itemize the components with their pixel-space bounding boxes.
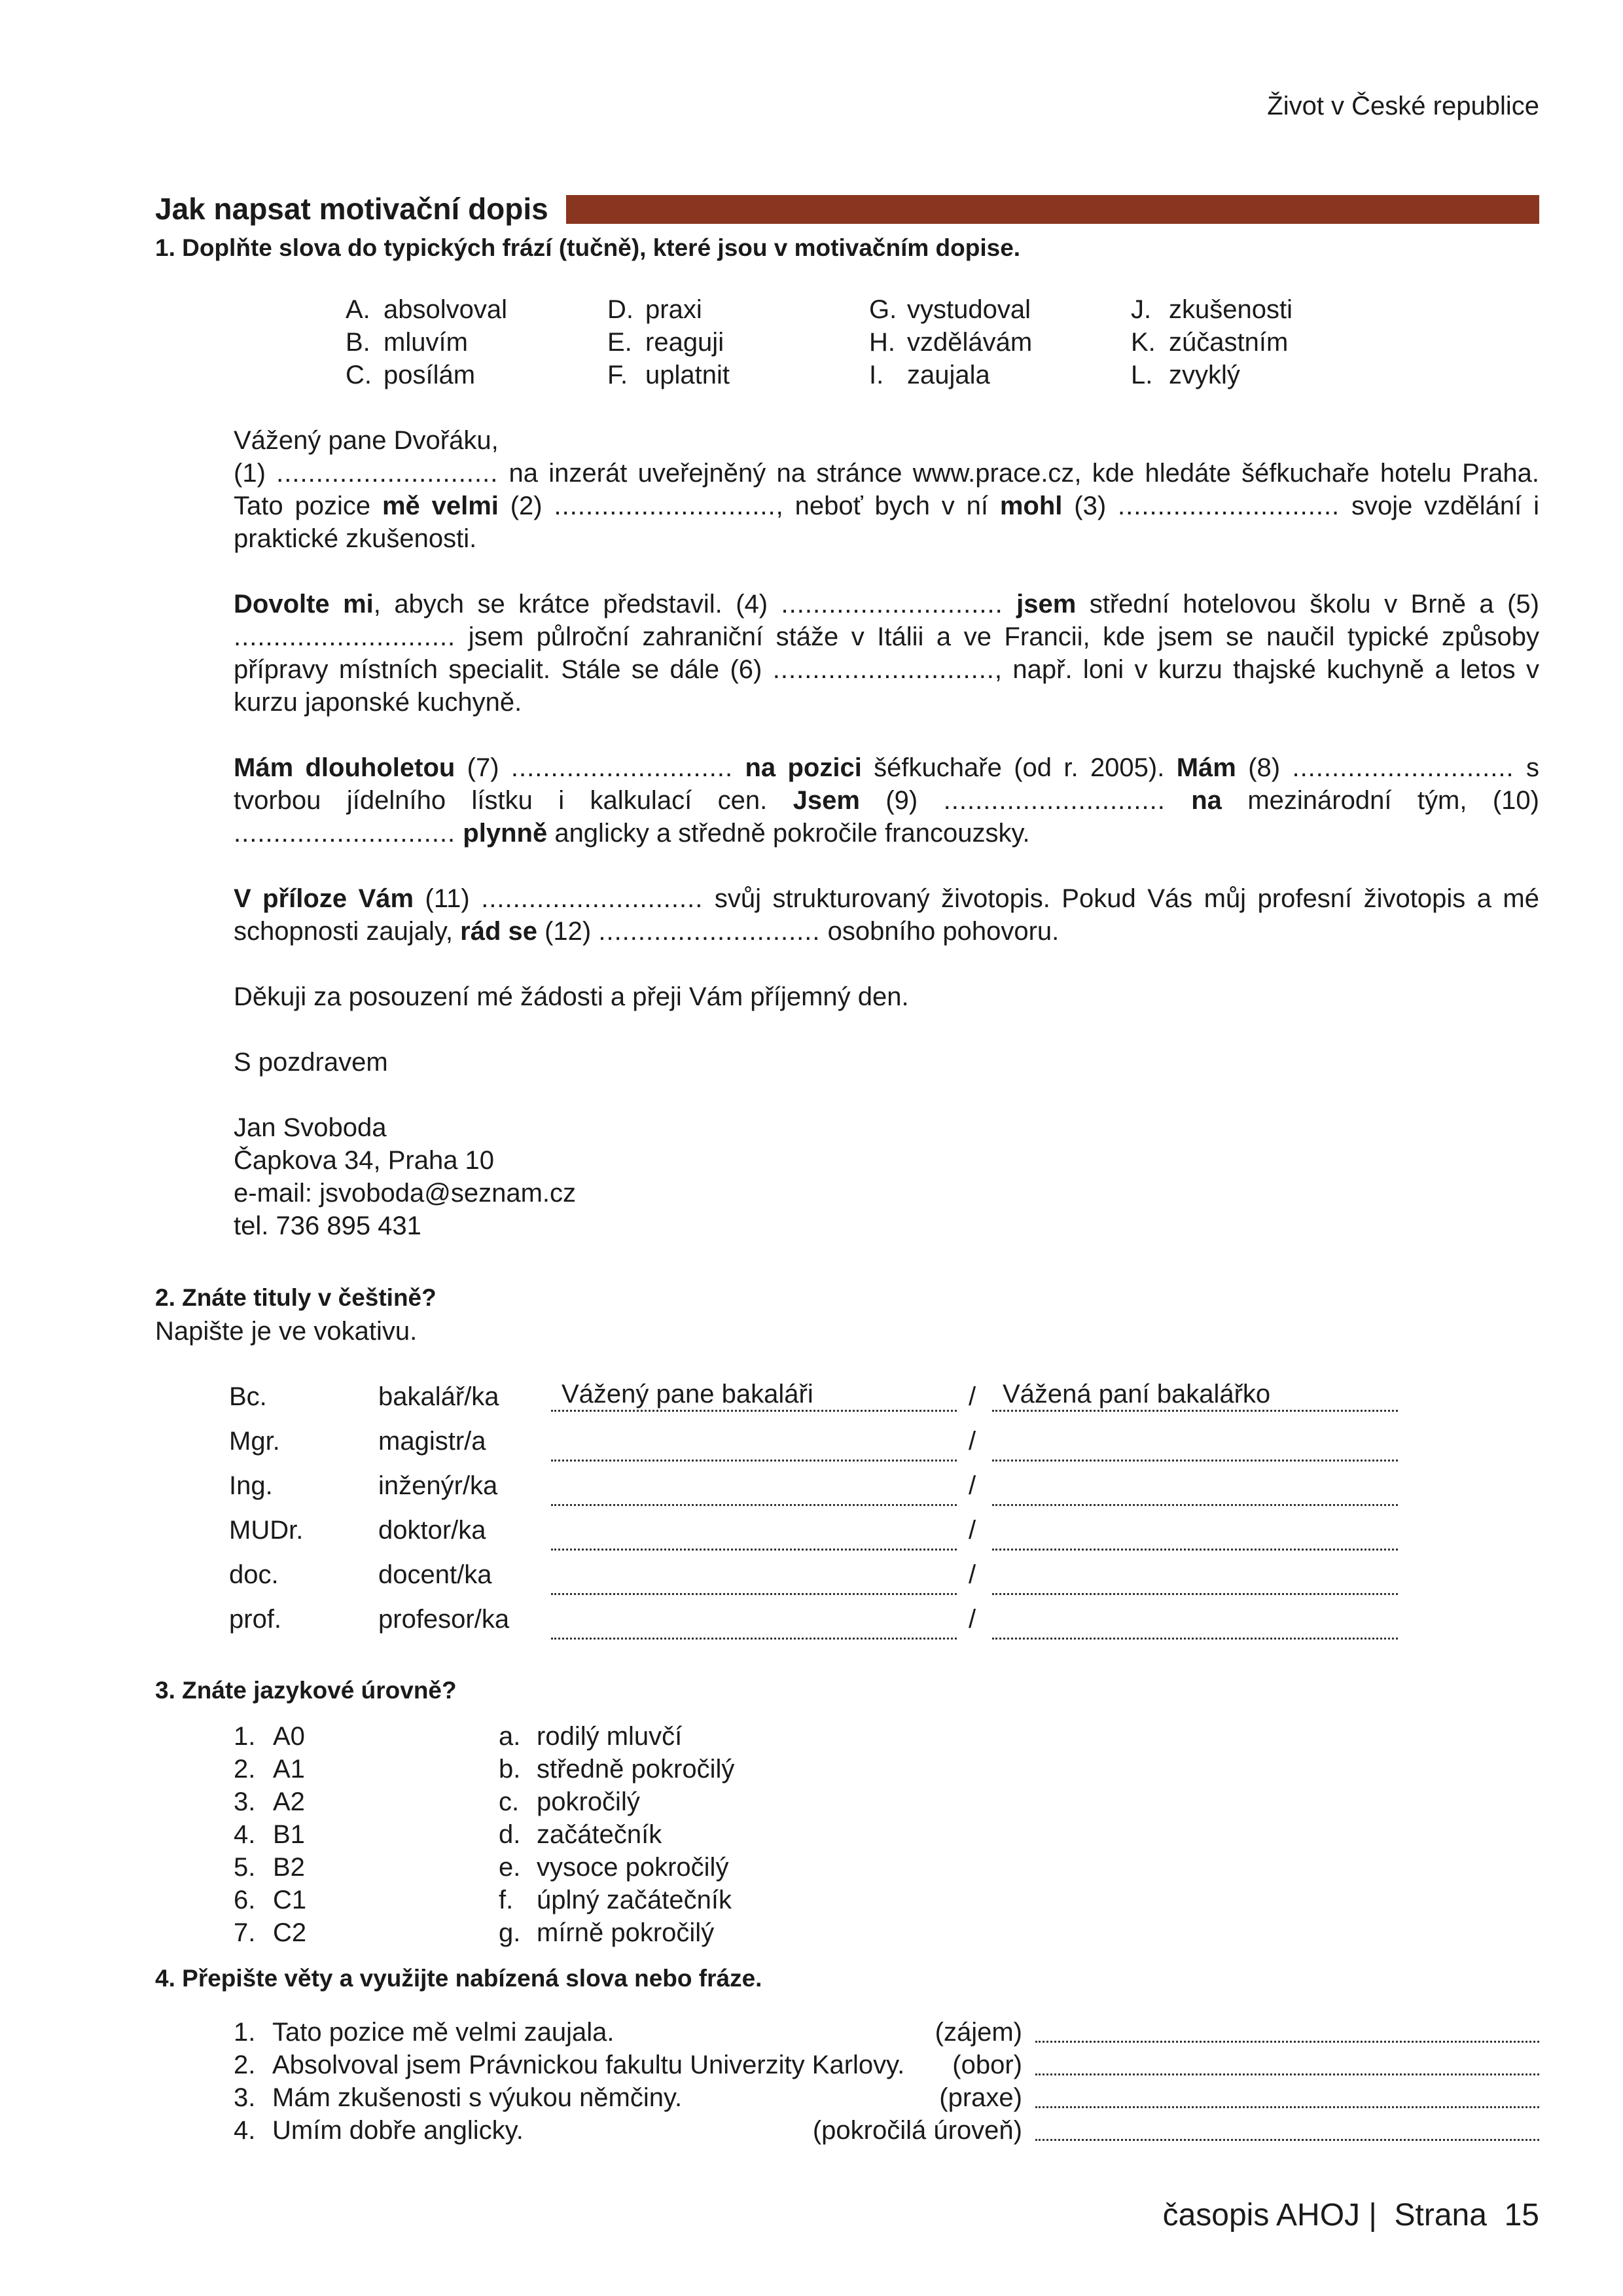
title-name: magistr/a xyxy=(378,1427,486,1456)
table-row xyxy=(0,1605,1623,1649)
list-item: d. začátečník xyxy=(499,1820,662,1849)
levels-list xyxy=(234,1720,306,1949)
option-item: A. absolvoval xyxy=(346,295,508,324)
option-item: C. posílám xyxy=(346,361,476,389)
answer-female-field[interactable] xyxy=(992,1429,1398,1462)
signature-line: tel. 736 895 431 xyxy=(234,1211,421,1240)
list-item: 7. C2 xyxy=(234,1918,307,1947)
task4-heading: 4. Přepište věty a využijte nabízená slova nebo fráze. xyxy=(155,1965,762,1992)
title-name: docent/ka xyxy=(378,1560,492,1589)
signature-line: Jan Svoboda xyxy=(234,1113,387,1142)
letter-closing: S pozdravem xyxy=(234,1048,388,1077)
list-item: 5. B2 xyxy=(234,1853,305,1882)
separator: / xyxy=(969,1427,976,1456)
letter-signature xyxy=(234,1111,1539,1242)
answer-female-field[interactable] xyxy=(992,1518,1398,1551)
list-item: 4. B1 xyxy=(234,1820,305,1849)
list-item: 3. A2 xyxy=(234,1787,305,1816)
answer-female-field[interactable] xyxy=(992,1563,1398,1595)
option-item: I. zaujala xyxy=(869,361,990,389)
option-item: D. praxi xyxy=(607,295,702,324)
table-row xyxy=(0,1382,1623,1427)
title-name: doktor/ka xyxy=(378,1516,486,1545)
task1-heading: 1. Doplňte slova do typických frází (tučně), které jsou v motivačním dopise. xyxy=(155,234,1021,261)
list-item: g. mírně pokročilý xyxy=(499,1918,715,1947)
options-column xyxy=(869,293,1032,391)
answer-female-field[interactable] xyxy=(992,1607,1398,1640)
title-abbr: MUDr. xyxy=(229,1516,304,1545)
answer-female-field[interactable]: Vážená paní bakalářko xyxy=(992,1380,1398,1412)
rewrite-answer-field[interactable] xyxy=(1035,2016,1539,2043)
title-name: bakalář/ka xyxy=(378,1382,499,1411)
list-item: e. vysoce pokročilý xyxy=(499,1853,729,1882)
signature-line: e-mail: jsvoboda@seznam.cz xyxy=(234,1179,577,1208)
list-item: 6. C1 xyxy=(234,1886,307,1914)
separator: / xyxy=(969,1471,976,1500)
signature-line: Čapkova 34, Praha 10 xyxy=(234,1146,495,1175)
list-item: 1. Tato pozice mě velmi zaujala. (zájem) xyxy=(0,2016,1623,2049)
answer-male-field[interactable] xyxy=(551,1607,957,1640)
list-item: 3. Mám zkušenosti s výukou němčiny. (praxe) xyxy=(0,2081,1623,2114)
option-item: G. vystudoval xyxy=(869,295,1031,324)
option-item: J. zkušenosti xyxy=(1131,295,1293,324)
letter-thanks: Děkuji za posouzení mé žádosti a přeji Vám příjemný den. xyxy=(234,982,909,1011)
table-row xyxy=(0,1560,1623,1605)
options-column xyxy=(1131,293,1293,391)
answer-male-field[interactable] xyxy=(551,1563,957,1595)
letter-paragraph-4: V příloze Vám (11) ............................ svůj strukturovaný životopis. Pokud Vás můj profesní životopis a mé schopnosti zaujaly, rád se (12) ............................ osobního pohovoru. xyxy=(234,884,1539,946)
answer-male-field[interactable] xyxy=(551,1518,957,1551)
page-title: Jak napsat motivační dopis xyxy=(155,192,548,226)
motivation-letter xyxy=(234,424,1539,1242)
option-item: H. vzdělávám xyxy=(869,328,1033,357)
rewrite-answer-field[interactable] xyxy=(1035,2081,1539,2108)
answer-male-field[interactable] xyxy=(551,1429,957,1462)
table-row xyxy=(0,1471,1623,1516)
answer-male-field[interactable] xyxy=(551,1474,957,1506)
title-name: inženýr/ka xyxy=(378,1471,498,1500)
separator: / xyxy=(969,1605,976,1634)
separator: / xyxy=(969,1560,976,1589)
running-header: Život v České republice xyxy=(1267,92,1539,120)
option-item: B. mluvím xyxy=(346,328,468,357)
table-row xyxy=(0,1427,1623,1471)
list-item: b. středně pokročilý xyxy=(499,1755,735,1784)
title-name: profesor/ka xyxy=(378,1605,510,1634)
page-footer: časopis AHOJ | Strana 15 xyxy=(1162,2198,1539,2233)
options-column xyxy=(346,293,507,391)
task2-instruction: Napište je ve vokativu. xyxy=(155,1317,418,1346)
title-abbr: prof. xyxy=(229,1605,282,1634)
separator: / xyxy=(969,1382,976,1411)
task2-heading: 2. Znáte tituly v češtině? xyxy=(155,1284,437,1311)
list-item: 4. Umím dobře anglicky. (pokročilá úroveň) xyxy=(0,2114,1623,2147)
list-item: f. úplný začátečník xyxy=(499,1886,732,1914)
title-bar xyxy=(566,195,1539,224)
table-row xyxy=(0,1516,1623,1560)
title-abbr: Ing. xyxy=(229,1471,273,1500)
letter-paragraph-3: Mám dlouholetou (7) ............................ na pozici šéfkuchaře (od r. 2005). Mám (8) ............................ s tvorbou jídelního lístku i kalkulací cen. Jsem (9) ............................ na mezinárodní tým, (10) ............................ plynně anglicky a středně pokročile francouzsky. xyxy=(234,753,1539,848)
rewrite-answer-field[interactable] xyxy=(1035,2114,1539,2141)
separator: / xyxy=(969,1516,976,1545)
option-item: L. zvyklý xyxy=(1131,361,1240,389)
descriptions-list xyxy=(499,1720,734,1949)
list-item: 1. A0 xyxy=(234,1722,305,1751)
letter-paragraph-1: (1) ............................ na inzerát uveřejněný na stránce www.prace.cz, kde hledáte šéfkuchaře hotelu Praha. Tato pozice mě velmi (2) ............................, neboť bych v ní mohl (3) ............................ svoje vzdělání i praktické zkušenosti. xyxy=(234,459,1539,553)
title-abbr: Mgr. xyxy=(229,1427,280,1456)
title-abbr: doc. xyxy=(229,1560,279,1589)
list-item: 2. A1 xyxy=(234,1755,305,1784)
list-item: 2. Absolvoval jsem Právnickou fakultu Univerzity Karlovy. (obor) xyxy=(0,2049,1623,2081)
answer-male-field[interactable]: Vážený pane bakaláři xyxy=(551,1380,957,1412)
options-column xyxy=(607,293,730,391)
option-item: E. reaguji xyxy=(607,328,724,357)
list-item: a. rodilý mluvčí xyxy=(499,1722,683,1751)
rewrite-answer-field[interactable] xyxy=(1035,2049,1539,2075)
option-item: F. uplatnit xyxy=(607,361,730,389)
option-item: K. zúčastním xyxy=(1131,328,1289,357)
letter-paragraph-2: Dovolte mi, abych se krátce představil. (4) ............................ jsem střední hotelovou školu v Brně a (5) ............................ jsem půlroční zahraniční stáže v Itálii a ve Francii, kde jsem se naučil typické způsoby přípravy místních specialit. Stále se dále (6) ............................, např. loni v kurzu thajské kuchyně a letos v kurzu japonské kuchyně. xyxy=(234,590,1540,717)
letter-greeting: Vážený pane Dvořáku, xyxy=(234,426,499,455)
list-item: c. pokročilý xyxy=(499,1787,640,1816)
answer-female-field[interactable] xyxy=(992,1474,1398,1506)
title-abbr: Bc. xyxy=(229,1382,267,1411)
task3-heading: 3. Znáte jazykové úrovně? xyxy=(155,1677,457,1704)
